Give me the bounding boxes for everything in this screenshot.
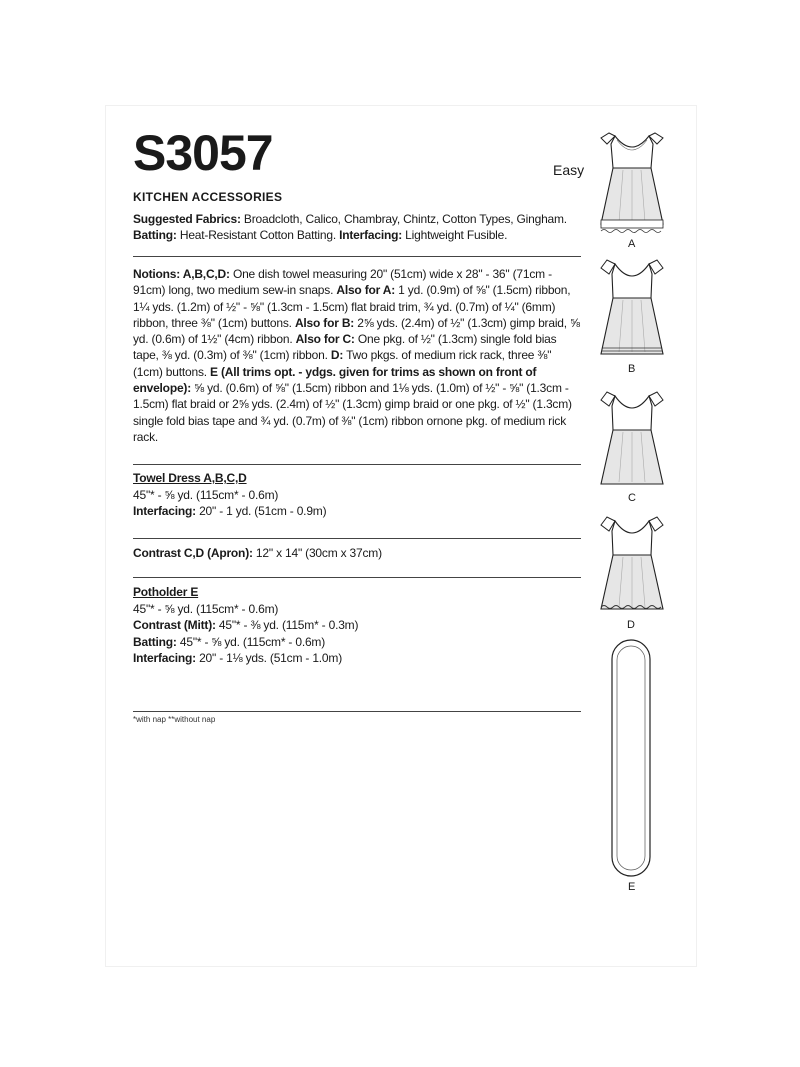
view-e-label: E xyxy=(628,881,636,893)
potholder-interfacing-label: Interfacing: xyxy=(133,650,196,665)
potholder-yardage: 45"* - ⅝ yd. (115cm* - 0.6m) xyxy=(133,602,279,616)
towel-dress-yardage: 45"* - ⅝ yd. (115cm* - 0.6m) xyxy=(133,488,279,502)
difficulty-level: Easy xyxy=(553,162,585,178)
fabrics-label: Suggested Fabrics: xyxy=(133,212,241,226)
notions-text: One dish towel measuring 20" (51cm) wide x 28" - 36" (71cm - 91cm) long, two medium sew-in snaps. xyxy=(133,267,552,298)
towel-dress-block xyxy=(133,487,583,520)
notions-e-text: ⅝ yd. (0.6m) of ⅝" (1.5cm) ribbon and 1⅛ yds. (1.0m) of ½" - ⅝" (1.3cm - 1.5cm) flat braid or 2⅝ yds. (2.4m) of ½" (1.3cm) gimp braid or one pkg. of ½" (1.3cm) single fold bias tape and ¾ yd. (0.7m) of ⅜" (1cm) ribbon ornone pkg. of medium rick rack. xyxy=(133,381,572,444)
potholder-batting-value: 45"* - ⅝ yd. (115cm* - 0.6m) xyxy=(176,634,326,649)
contrast-value: 12" x 14" (30cm x 37cm) xyxy=(252,546,382,560)
divider xyxy=(133,577,581,578)
pattern-number: S3057 xyxy=(133,125,273,181)
view-e-illustration xyxy=(608,638,654,880)
towel-dress-heading xyxy=(133,470,583,486)
view-a-label: A xyxy=(628,238,636,250)
interfacing-label: Interfacing: xyxy=(339,228,403,243)
notions-b-text: 2⅝ yds. (2.4m) of ½" (1.3cm) gimp braid, ⅝ yd. (0.6m) of 1½" (4cm) ribbon. xyxy=(133,315,580,347)
notions-label: Notions: A,B,C,D: xyxy=(133,267,230,281)
fabrics-value: Broadcloth, Calico, Chambray, Chintz, Cotton Types, Gingham. xyxy=(240,212,567,226)
view-b-label: B xyxy=(628,363,636,375)
notions-c-text: One pkg. of ½" (1.3cm) single fold bias tape, ⅜ yd. (0.3m) of ⅜" (1cm) ribbon. xyxy=(133,332,557,363)
view-c-illustration xyxy=(597,390,667,490)
view-d-illustration xyxy=(597,515,667,615)
divider xyxy=(133,711,581,712)
contrast-label: Contrast C,D (Apron): xyxy=(133,546,253,560)
notions-block xyxy=(133,266,583,445)
towel-dress-title: Towel Dress A,B,C,D xyxy=(133,471,247,485)
notions-a-text: 1 yd. (0.9m) of ⅝" (1.5cm) ribbon, 1¼ yds. (1.2m) of ½" - ⅝" (1.3cm - 1.5cm) flat braid trim, ¾ yd. (0.7m) of ¼" (6mm) ribbon, three ⅜" (1cm) buttons. xyxy=(133,283,571,330)
notions-b-label: Also for B: xyxy=(294,315,355,330)
view-a-illustration xyxy=(597,130,667,236)
potholder-title: Potholder E xyxy=(133,585,199,599)
towel-interfacing-label: Interfacing: xyxy=(133,504,196,519)
mitt-value: 45"* - ⅜ yd. (115m* - 0.3m) xyxy=(215,618,359,633)
footnote: *with nap **without nap xyxy=(133,715,216,724)
category-title: KITCHEN ACCESSORIES xyxy=(133,190,283,204)
notions-d-label: D: xyxy=(330,348,344,363)
fabrics-block xyxy=(133,211,583,244)
notions-d-text: Two pkgs. of medium rick rack, three ⅜" (1cm) buttons. xyxy=(133,348,552,379)
notions-e-label: E (All trims opt. - ydgs. given for trims as shown on front of envelope): xyxy=(133,364,537,396)
mitt-label: Contrast (Mitt): xyxy=(133,618,216,633)
batting-label: Batting: xyxy=(133,228,177,243)
notions-c-label: Also for C: xyxy=(295,332,355,347)
potholder-interfacing-value: 20" - 1⅛ yds. (51cm - 1.0m) xyxy=(195,650,342,665)
divider xyxy=(133,256,581,257)
towel-interfacing-value: 20" - 1 yd. (51cm - 0.9m) xyxy=(195,504,327,519)
divider xyxy=(133,538,581,539)
potholder-heading xyxy=(133,584,583,600)
view-c-label: C xyxy=(628,492,636,504)
potholder-batting-label: Batting: xyxy=(133,634,177,649)
view-b-illustration xyxy=(597,258,667,360)
potholder-block xyxy=(133,601,583,666)
notions-a-label: Also for A: xyxy=(336,283,396,298)
contrast-block xyxy=(133,545,583,561)
view-d-label: D xyxy=(627,619,635,631)
batting-value: Heat-Resistant Cotton Batting. xyxy=(176,228,340,243)
interfacing-value: Lightweight Fusible. xyxy=(402,228,508,243)
divider xyxy=(133,464,581,465)
